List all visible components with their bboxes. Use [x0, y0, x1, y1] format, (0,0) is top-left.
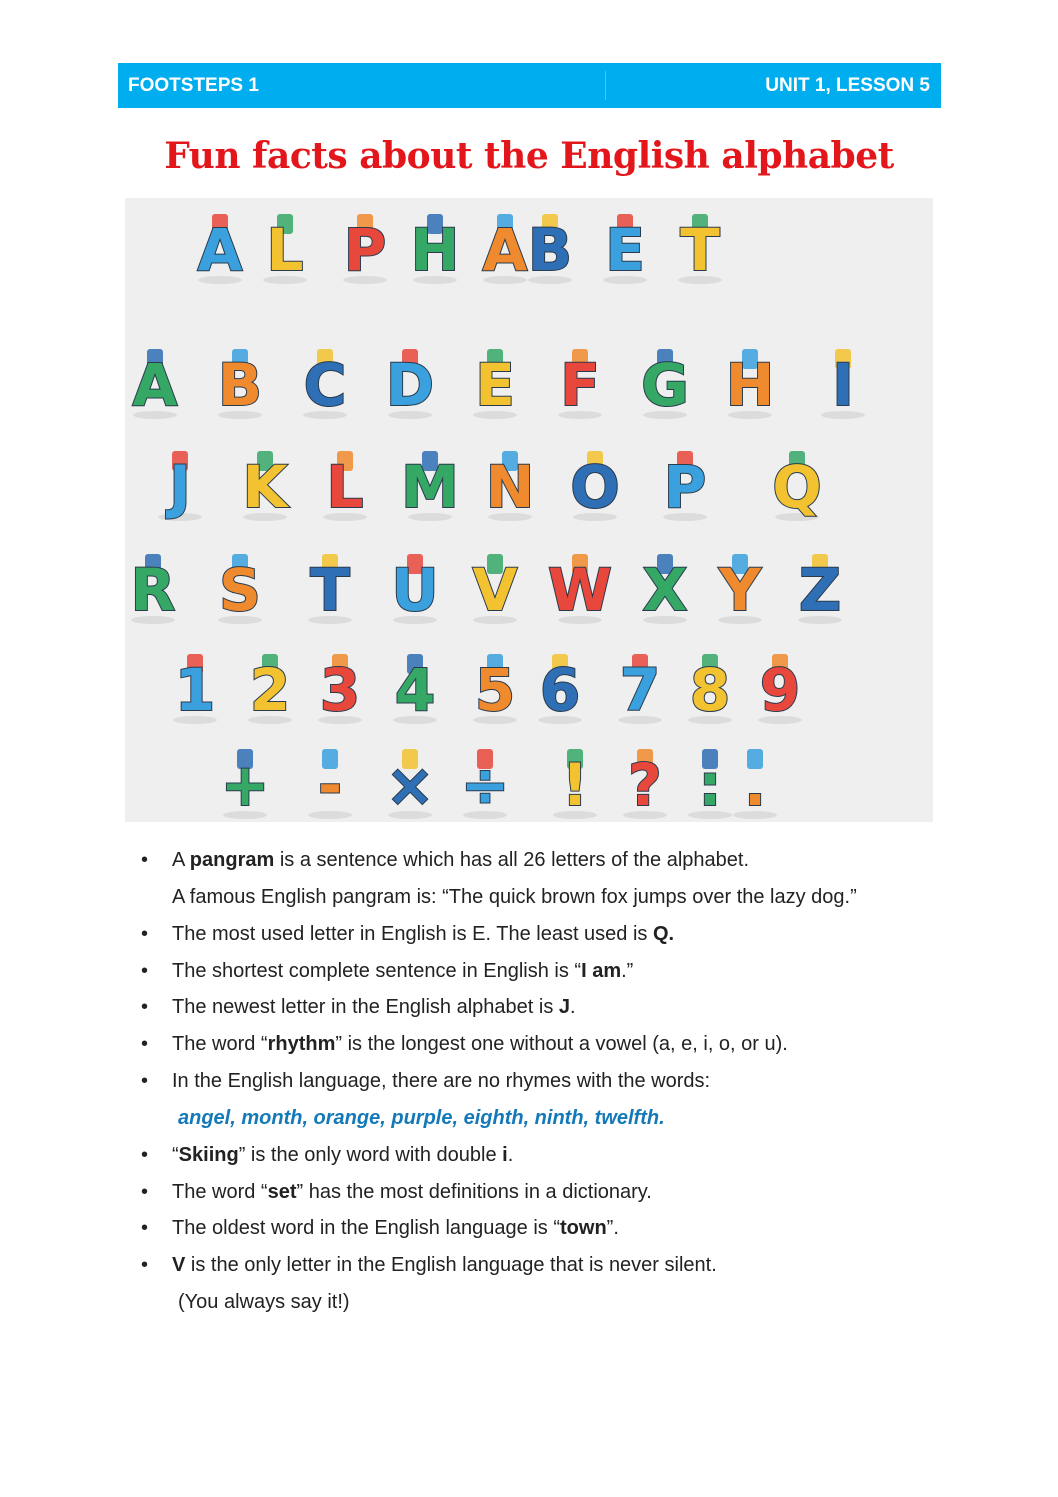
bullet: •: [141, 960, 149, 982]
fact-newest-letter: The newest letter in the English alphabet is J.: [172, 996, 576, 1018]
art-glyph: [198, 214, 243, 284]
art-glyph-char: P: [663, 453, 707, 521]
art-glyph: [678, 214, 722, 284]
art-glyph-char: 8: [689, 656, 731, 724]
art-glyph-char: 9: [759, 656, 801, 724]
fact-letter-v-note: (You always say it!): [178, 1291, 350, 1313]
header-bar: [118, 63, 941, 108]
art-glyph-char: A: [132, 351, 178, 419]
art-glyph-char: R: [130, 556, 176, 624]
art-glyph: [688, 654, 732, 724]
art-glyph-char: W: [548, 556, 612, 624]
art-glyph-char: T: [680, 216, 720, 284]
art-glyph: [726, 349, 775, 419]
art-glyph-char: ×: [385, 751, 435, 819]
art-glyph: [221, 749, 270, 819]
art-glyph: [391, 554, 438, 624]
art-glyph-char: 7: [619, 656, 661, 724]
art-glyph: [158, 451, 202, 521]
bullet: •: [141, 1181, 149, 1203]
art-glyph: [323, 451, 367, 521]
bullet: •: [141, 849, 149, 871]
art-glyph-char: .: [743, 751, 767, 819]
art-glyph-char: L: [266, 216, 304, 284]
art-glyph-char: 2: [249, 656, 291, 724]
art-glyph-char: B: [527, 216, 573, 284]
art-glyph-char: P: [343, 216, 387, 284]
art-glyph: [688, 749, 732, 819]
art-glyph-char: ÷: [460, 751, 510, 819]
art-glyph-char: J: [169, 453, 191, 521]
art-glyph-char: C: [303, 351, 347, 419]
art-glyph: [386, 349, 434, 419]
art-glyph-char: 3: [319, 656, 361, 724]
art-glyph: [486, 451, 535, 521]
fact-skiing: “Skiing” is the only word with double i.: [172, 1144, 514, 1166]
art-glyph: [473, 554, 518, 624]
art-glyph: [218, 349, 262, 419]
art-glyph-char: L: [326, 453, 364, 521]
art-glyph-char: U: [391, 556, 439, 624]
art-glyph: [718, 554, 762, 624]
art-glyph: [243, 451, 290, 521]
art-glyph: [821, 349, 865, 419]
bullet: •: [141, 1217, 149, 1239]
art-glyph: [248, 654, 292, 724]
art-glyph-char: O: [570, 453, 620, 521]
fact-pangram: A pangram is a sentence which has all 26 letters of the alphabet.: [172, 849, 750, 871]
art-glyph-char: ?: [628, 751, 662, 819]
art-glyph: [553, 749, 597, 819]
art-glyph-char: T: [310, 556, 350, 624]
fact-letter-v: V is the only letter in the English language that is never silent.: [172, 1254, 717, 1276]
art-glyph-char: M: [401, 453, 459, 521]
page-title: Fun facts about the English alphabet: [164, 135, 894, 177]
art-glyph-char: A: [482, 216, 528, 284]
fact-shortest-sentence: The shortest complete sentence in English is “I am.”: [172, 960, 634, 982]
art-glyph: [473, 654, 517, 724]
art-glyph: [393, 654, 437, 724]
art-glyph: [343, 214, 387, 284]
art-glyph: [461, 749, 510, 819]
header-lesson: UNIT 1, LESSON 5: [765, 75, 930, 96]
art-glyph-char: D: [385, 351, 435, 419]
stationery-letters-art: [125, 198, 933, 822]
art-glyph-char: H: [410, 216, 460, 284]
art-glyph-char: N: [485, 453, 535, 521]
art-glyph: [318, 654, 362, 724]
art-glyph-char: K: [242, 453, 288, 521]
art-glyph: [603, 214, 647, 284]
bullet: •: [141, 1254, 149, 1276]
art-glyph: [218, 554, 262, 624]
art-glyph-char: X: [642, 556, 688, 624]
art-glyph: [308, 554, 352, 624]
art-glyph: [548, 554, 612, 624]
art-glyph: [570, 451, 619, 521]
art-glyph-char: :: [698, 751, 722, 819]
art-glyph-char: E: [475, 351, 515, 419]
art-glyph: [758, 654, 802, 724]
fact-rhythm: The word “rhythm” is the longest one without a vowel (a, e, i, o, or u).: [172, 1033, 788, 1055]
art-glyph-char: S: [219, 556, 261, 624]
art-glyph-char: !: [561, 751, 589, 819]
fact-letter-frequency: The most used letter in English is E. The least used is Q.: [172, 923, 675, 945]
art-glyph-char: A: [197, 216, 243, 284]
art-glyph-char: Z: [798, 556, 842, 624]
art-glyph-char: I: [832, 351, 854, 419]
bullet: •: [141, 1070, 149, 1092]
art-glyph: [173, 654, 217, 724]
art-glyph-char: 6: [539, 656, 581, 724]
art-glyph-char: F: [560, 351, 600, 419]
art-glyph-char: +: [220, 751, 270, 819]
bullet: •: [141, 1033, 149, 1055]
bullet: •: [141, 996, 149, 1018]
art-glyph: [483, 214, 528, 284]
art-glyph: [558, 349, 602, 419]
art-glyph-char: V: [472, 556, 518, 624]
alphabet-illustration: [125, 198, 933, 822]
bullet: •: [141, 1144, 149, 1166]
art-glyph: [411, 214, 460, 284]
art-glyph: [623, 749, 667, 819]
art-glyph: [473, 349, 517, 419]
header-divider: [605, 71, 606, 100]
art-glyph: [733, 749, 777, 819]
bullet: •: [141, 923, 149, 945]
art-glyph-char: 1: [174, 656, 216, 724]
art-glyph: [618, 654, 662, 724]
fact-set: The word “set” has the most definitions in a dictionary.: [172, 1181, 652, 1203]
art-glyph-char: 4: [394, 656, 436, 724]
header-course: FOOTSTEPS 1: [128, 75, 259, 96]
art-glyph: [133, 349, 178, 419]
art-glyph-char: E: [605, 216, 645, 284]
art-glyph: [308, 749, 352, 819]
art-glyph-char: B: [217, 351, 263, 419]
art-glyph: [663, 451, 707, 521]
fact-no-rhymes-words: angel, month, orange, purple, eighth, ninth, twelfth.: [178, 1107, 665, 1129]
art-glyph: [386, 749, 435, 819]
fact-pangram-example: A famous English pangram is: “The quick brown fox jumps over the lazy dog.”: [172, 886, 857, 908]
art-glyph-char: G: [641, 351, 689, 419]
art-glyph-char: H: [725, 351, 775, 419]
art-glyph-char: Q: [772, 453, 822, 521]
fact-no-rhymes: In the English language, there are no rhymes with the words:: [172, 1070, 711, 1092]
art-glyph-char: 5: [474, 656, 516, 724]
art-glyph-char: Y: [719, 556, 761, 624]
art-glyph: [263, 214, 307, 284]
fact-oldest-word: The oldest word in the English language is “town”.: [172, 1217, 619, 1239]
art-glyph: [772, 451, 821, 521]
art-glyph: [131, 554, 176, 624]
art-glyph: [528, 214, 572, 284]
art-glyph: [641, 349, 689, 419]
art-glyph: [401, 451, 459, 521]
art-glyph: [643, 554, 688, 624]
art-glyph: [798, 554, 842, 624]
art-glyph-char: -: [317, 751, 343, 819]
art-glyph: [303, 349, 347, 419]
art-glyph: [538, 654, 582, 724]
